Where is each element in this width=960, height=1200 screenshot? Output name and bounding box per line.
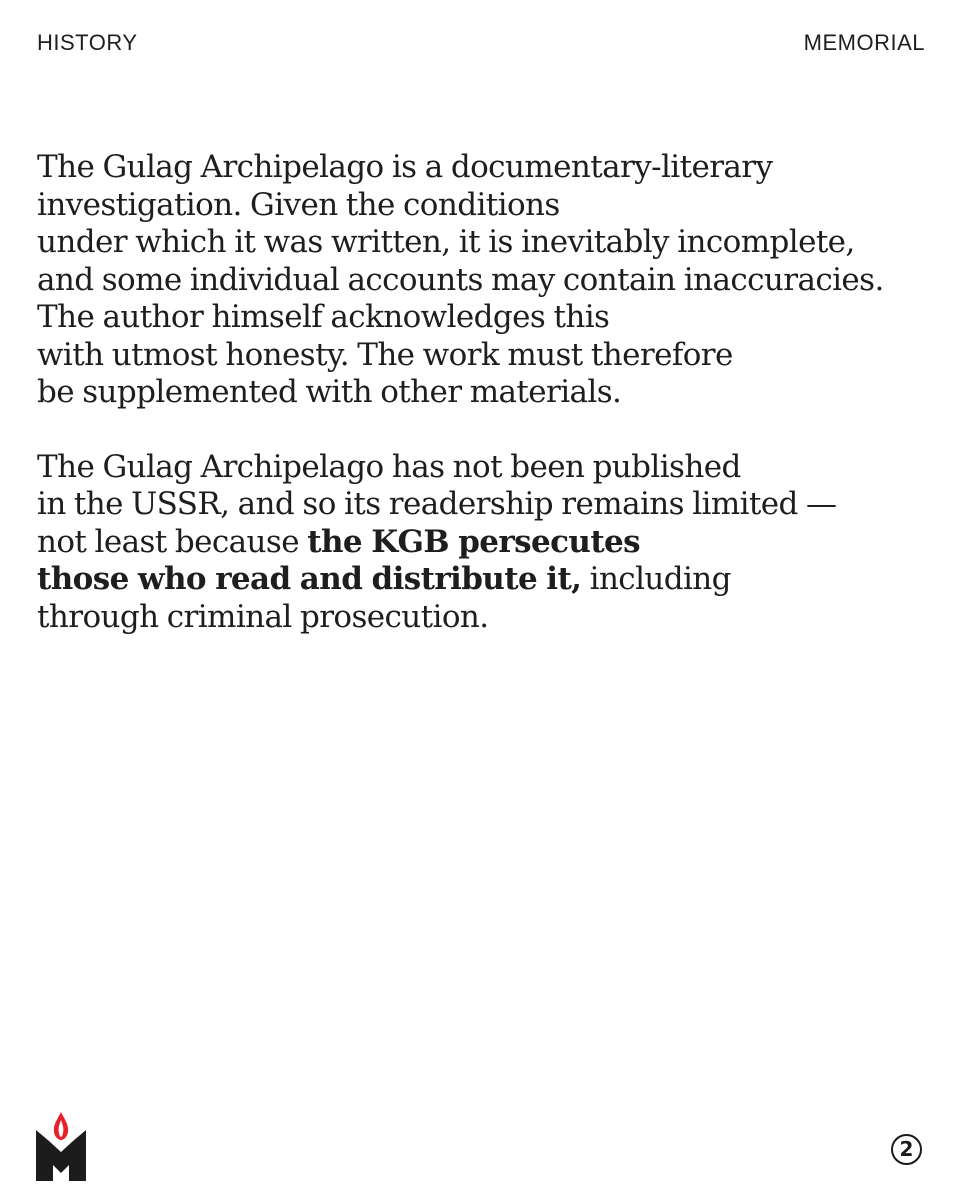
- section-label: HISTORY: [37, 30, 138, 55]
- paragraph-line: under which it was written, it is inevitably incomplete,: [37, 224, 855, 260]
- paragraph-line: The Gulag Archipelago is a documentary-literary: [37, 149, 773, 185]
- paragraph-line: and some individual accounts may contain inaccuracies.: [37, 261, 884, 298]
- paragraph-line: [37, 524, 927, 562]
- brand-label: MEMORIAL: [803, 30, 925, 55]
- paragraph-line: The author himself acknowledges this: [37, 299, 610, 335]
- paragraph-line: The Gulag Archipelago has not been published: [37, 448, 741, 485]
- paragraph-line: in the USSR, and so its readership remains limited —: [37, 486, 837, 522]
- memorial-logo-icon: [35, 1112, 87, 1182]
- page-number-badge: 2: [891, 1134, 922, 1165]
- paragraph-line: investigation. Given the conditions: [37, 186, 560, 223]
- paragraph-line: with utmost honesty. The work must therefore: [37, 336, 733, 373]
- paragraph-line: [37, 561, 927, 599]
- paragraph-1: [37, 149, 927, 412]
- paragraph-2: [37, 449, 927, 637]
- regular-text: including: [581, 561, 731, 597]
- regular-text: not least because: [37, 523, 308, 560]
- paragraph-line: be supplemented with other materials.: [37, 374, 622, 410]
- paragraph-line: through criminal prosecution.: [37, 598, 489, 635]
- article-body: [37, 149, 927, 636]
- emphasized-text: the KGB persecutes: [307, 523, 641, 560]
- emphasized-text: those who read and distribute it,: [37, 561, 582, 597]
